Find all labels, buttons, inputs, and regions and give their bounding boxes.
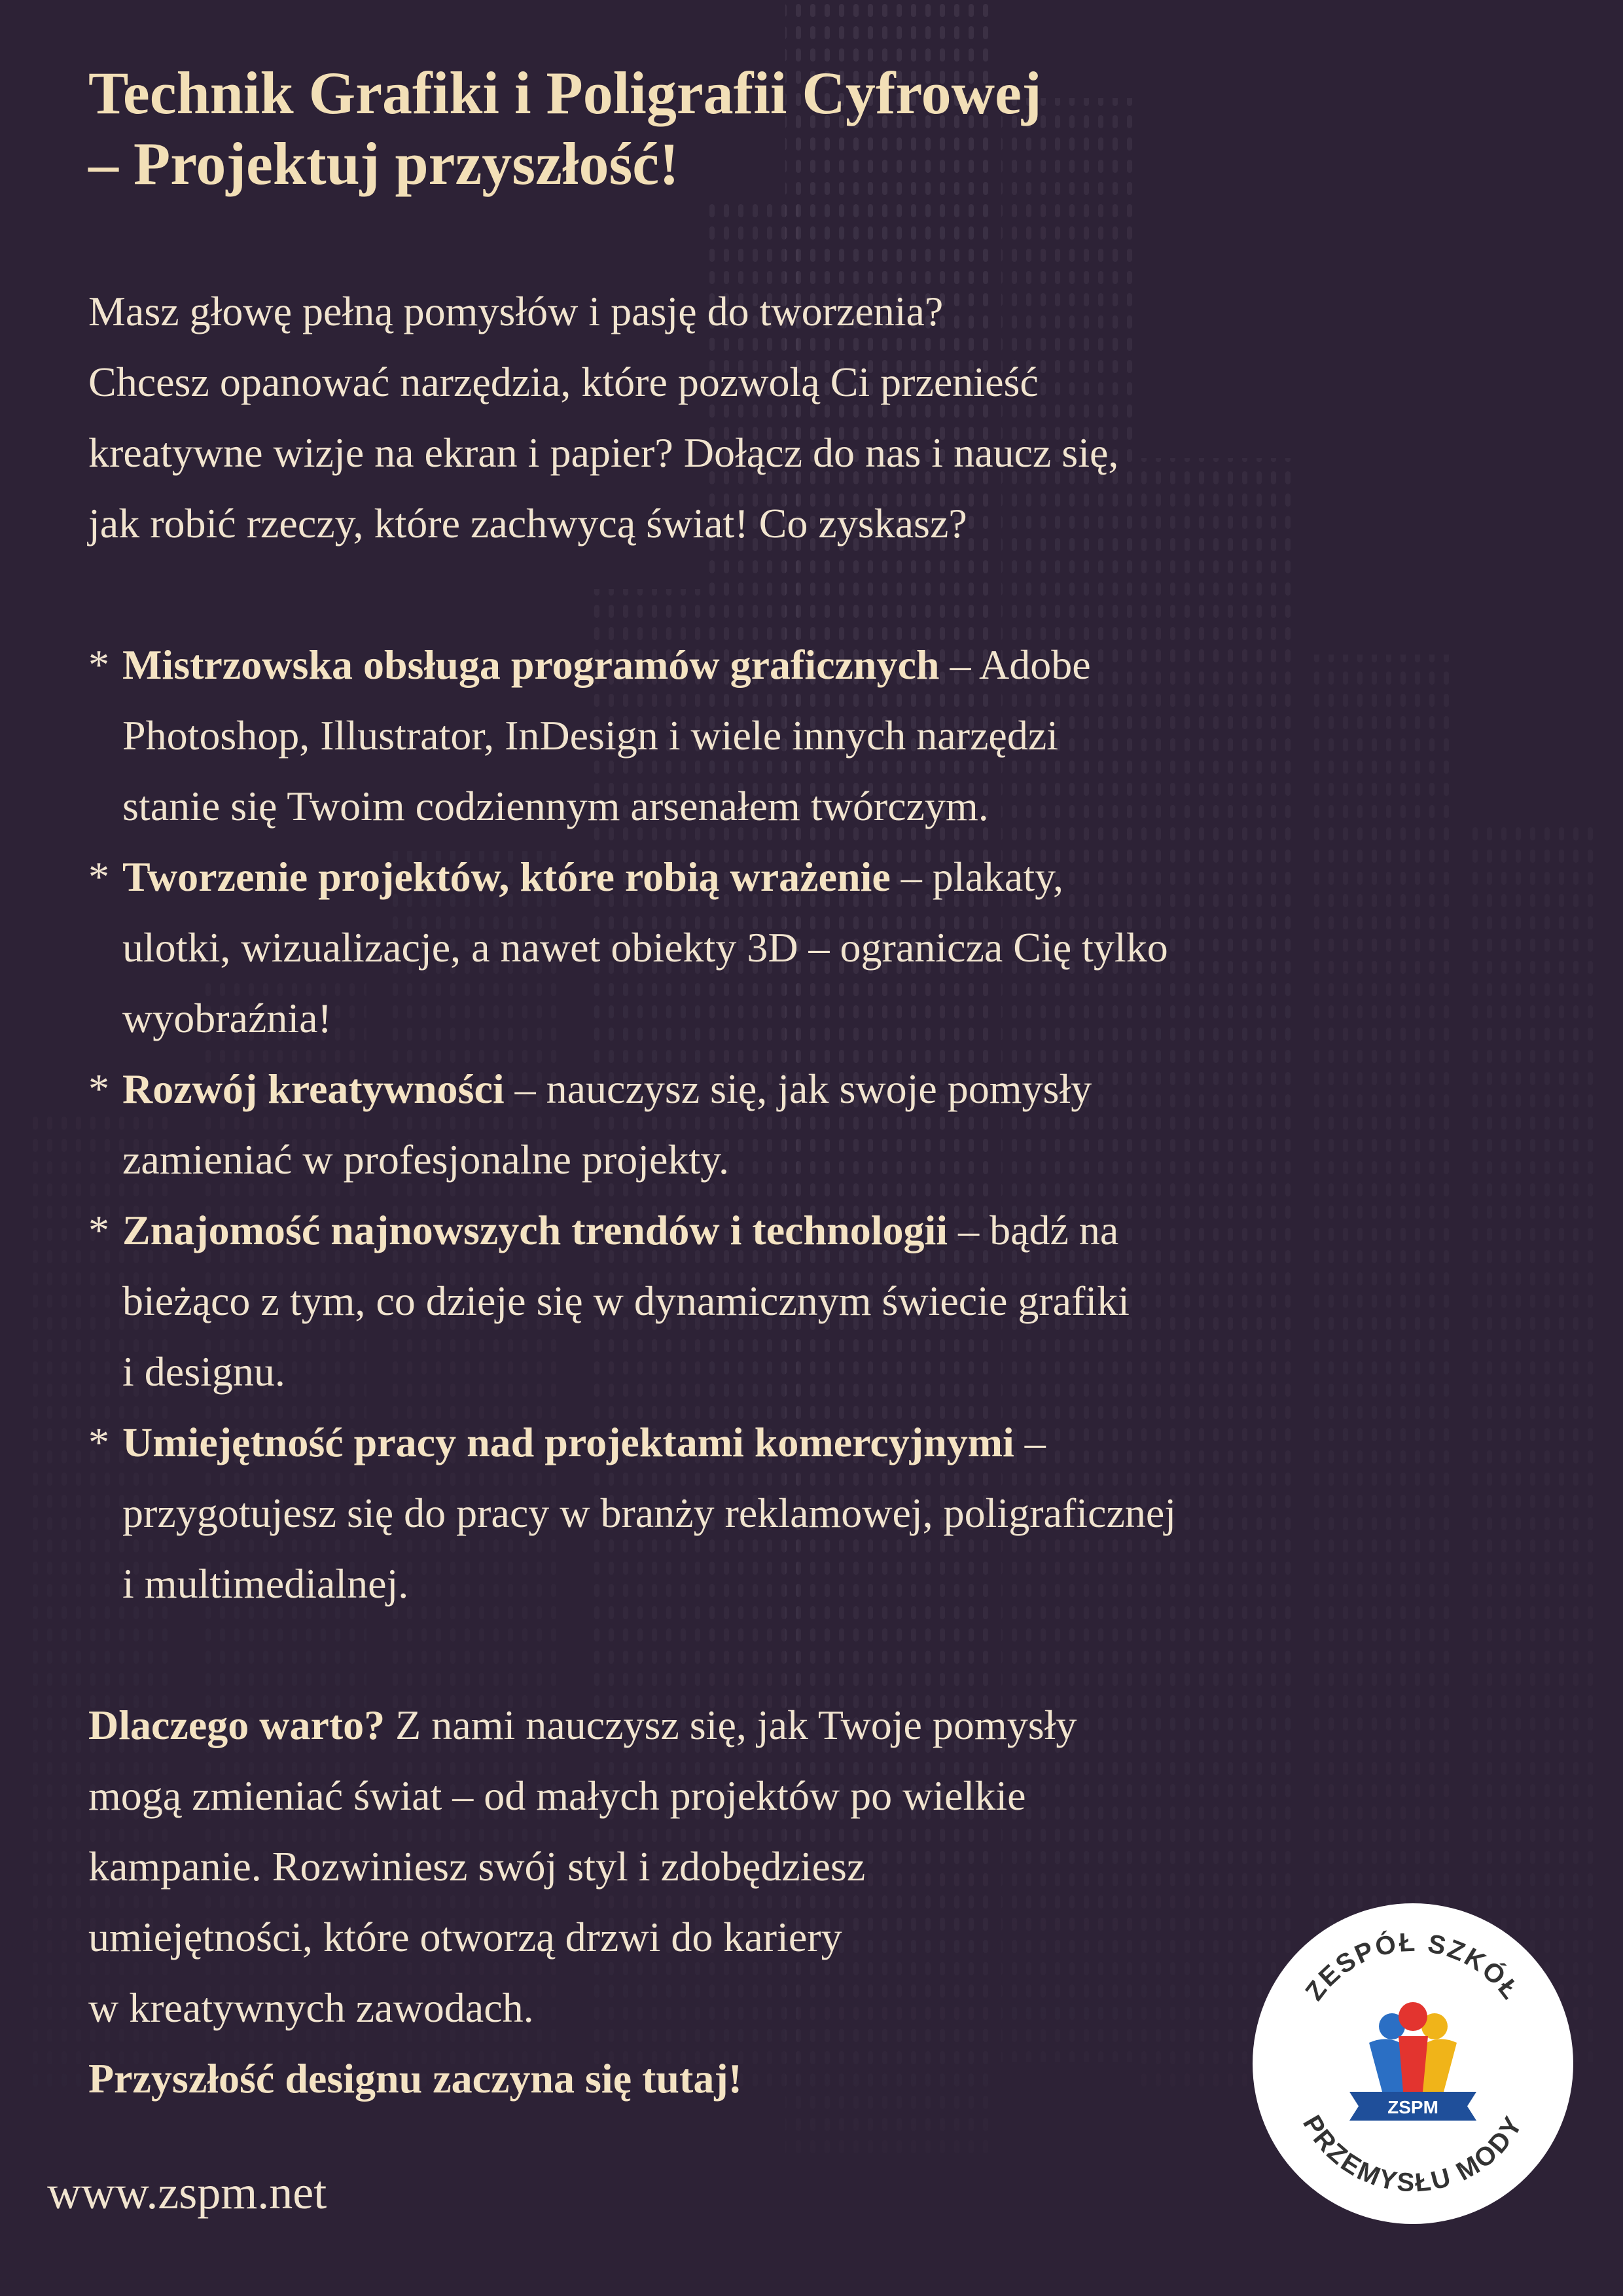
logo-top-text: ZESPÓŁ SZKÓŁ (1300, 1928, 1526, 2006)
why-text: kampanie. Rozwiniesz swój styl i zdobędziesz (88, 1843, 866, 1890)
benefit-text: Photoshop, Illustrator, InDesign i wiele innych narzędzi (122, 712, 1058, 759)
benefit-item-commercial (88, 1407, 1463, 1619)
title-line-1: Technik Grafiki i Poligrafii Cyfrowej (88, 60, 1042, 126)
benefit-item-trends (88, 1195, 1463, 1407)
benefit-text: stanie się Twoim codziennym arsenałem twórczym. (122, 783, 989, 829)
why-text: Z nami nauczysz się, jak Twoje pomysły (385, 1702, 1077, 1748)
website-link[interactable]: www.zspm.net (47, 2166, 327, 2219)
benefit-heading: Rozwój kreatywności (122, 1066, 505, 1112)
benefit-heading: Tworzenie projektów, które robią wrażenie (122, 853, 891, 900)
poster-content (88, 58, 1463, 2114)
benefit-text: przygotujesz się do pracy w branży reklamowej, poligraficznej (122, 1490, 1177, 1536)
bullet-marker: * (88, 641, 109, 688)
closing-slogan: Przyszłość designu zaczyna się tutaj! (88, 2055, 742, 2102)
benefit-text: – plakaty, (890, 853, 1063, 900)
bullet-marker: * (88, 1207, 109, 1253)
benefit-text: bieżąco z tym, co dzieje się w dynamicznym świecie grafiki (122, 1278, 1130, 1324)
why-heading: Dlaczego warto? (88, 1702, 385, 1748)
title-line-2: – Projektuj przyszłość! (88, 130, 679, 197)
benefits-list (88, 630, 1463, 1619)
benefit-text: – (1014, 1419, 1046, 1465)
bullet-marker: * (88, 1419, 109, 1465)
benefit-text: – bądź na (948, 1207, 1119, 1253)
benefit-text: ulotki, wizualizacje, a nawet obiekty 3D – ogranicza Cię tylko (122, 924, 1168, 971)
intro-line: jak robić rzeczy, które zachwycą świat! Co zyskasz? (88, 500, 967, 547)
page-title (88, 58, 1463, 199)
benefit-item-projects (88, 842, 1463, 1054)
benefit-heading: Mistrzowska obsługa programów graficznych (122, 641, 940, 688)
intro-line: Masz głowę pełną pomysłów i pasję do tworzenia? (88, 288, 944, 334)
bullet-marker: * (88, 853, 109, 900)
logo-ribbon-text: ZSPM (1387, 2097, 1438, 2117)
benefit-item-graphics-software (88, 630, 1463, 842)
benefit-text: zamieniać w profesjonalne projekty. (122, 1136, 730, 1183)
benefit-heading: Umiejętność pracy nad projektami komercyjnymi (122, 1419, 1014, 1465)
benefit-text: – nauczysz się, jak swoje pomysły (504, 1066, 1092, 1112)
benefit-item-creativity (88, 1054, 1463, 1195)
benefit-text: – Adobe (939, 641, 1091, 688)
intro-line: Chcesz opanować narzędzia, które pozwolą Ci przenieść (88, 359, 1039, 405)
benefit-heading: Znajomość najnowszych trendów i technologii (122, 1207, 948, 1253)
bullet-marker: * (88, 1066, 109, 1112)
benefit-text: i designu. (122, 1348, 285, 1395)
why-text: mogą zmieniać świat – od małych projektów po wielkie (88, 1772, 1026, 1819)
intro-paragraph (88, 276, 1463, 559)
school-logo (1251, 1902, 1575, 2225)
benefit-text: i multimedialnej. (122, 1560, 409, 1607)
benefit-text: wyobraźnia! (122, 995, 332, 1041)
why-text: umiejętności, które otworzą drzwi do kariery (88, 1914, 842, 1960)
intro-line: kreatywne wizje na ekran i papier? Dołącz do nas i naucz się, (88, 429, 1119, 476)
logo-bottom-text: PRZEMYSŁU MODY (1297, 2110, 1529, 2198)
why-text: w kreatywnych zawodach. (88, 1984, 534, 2031)
